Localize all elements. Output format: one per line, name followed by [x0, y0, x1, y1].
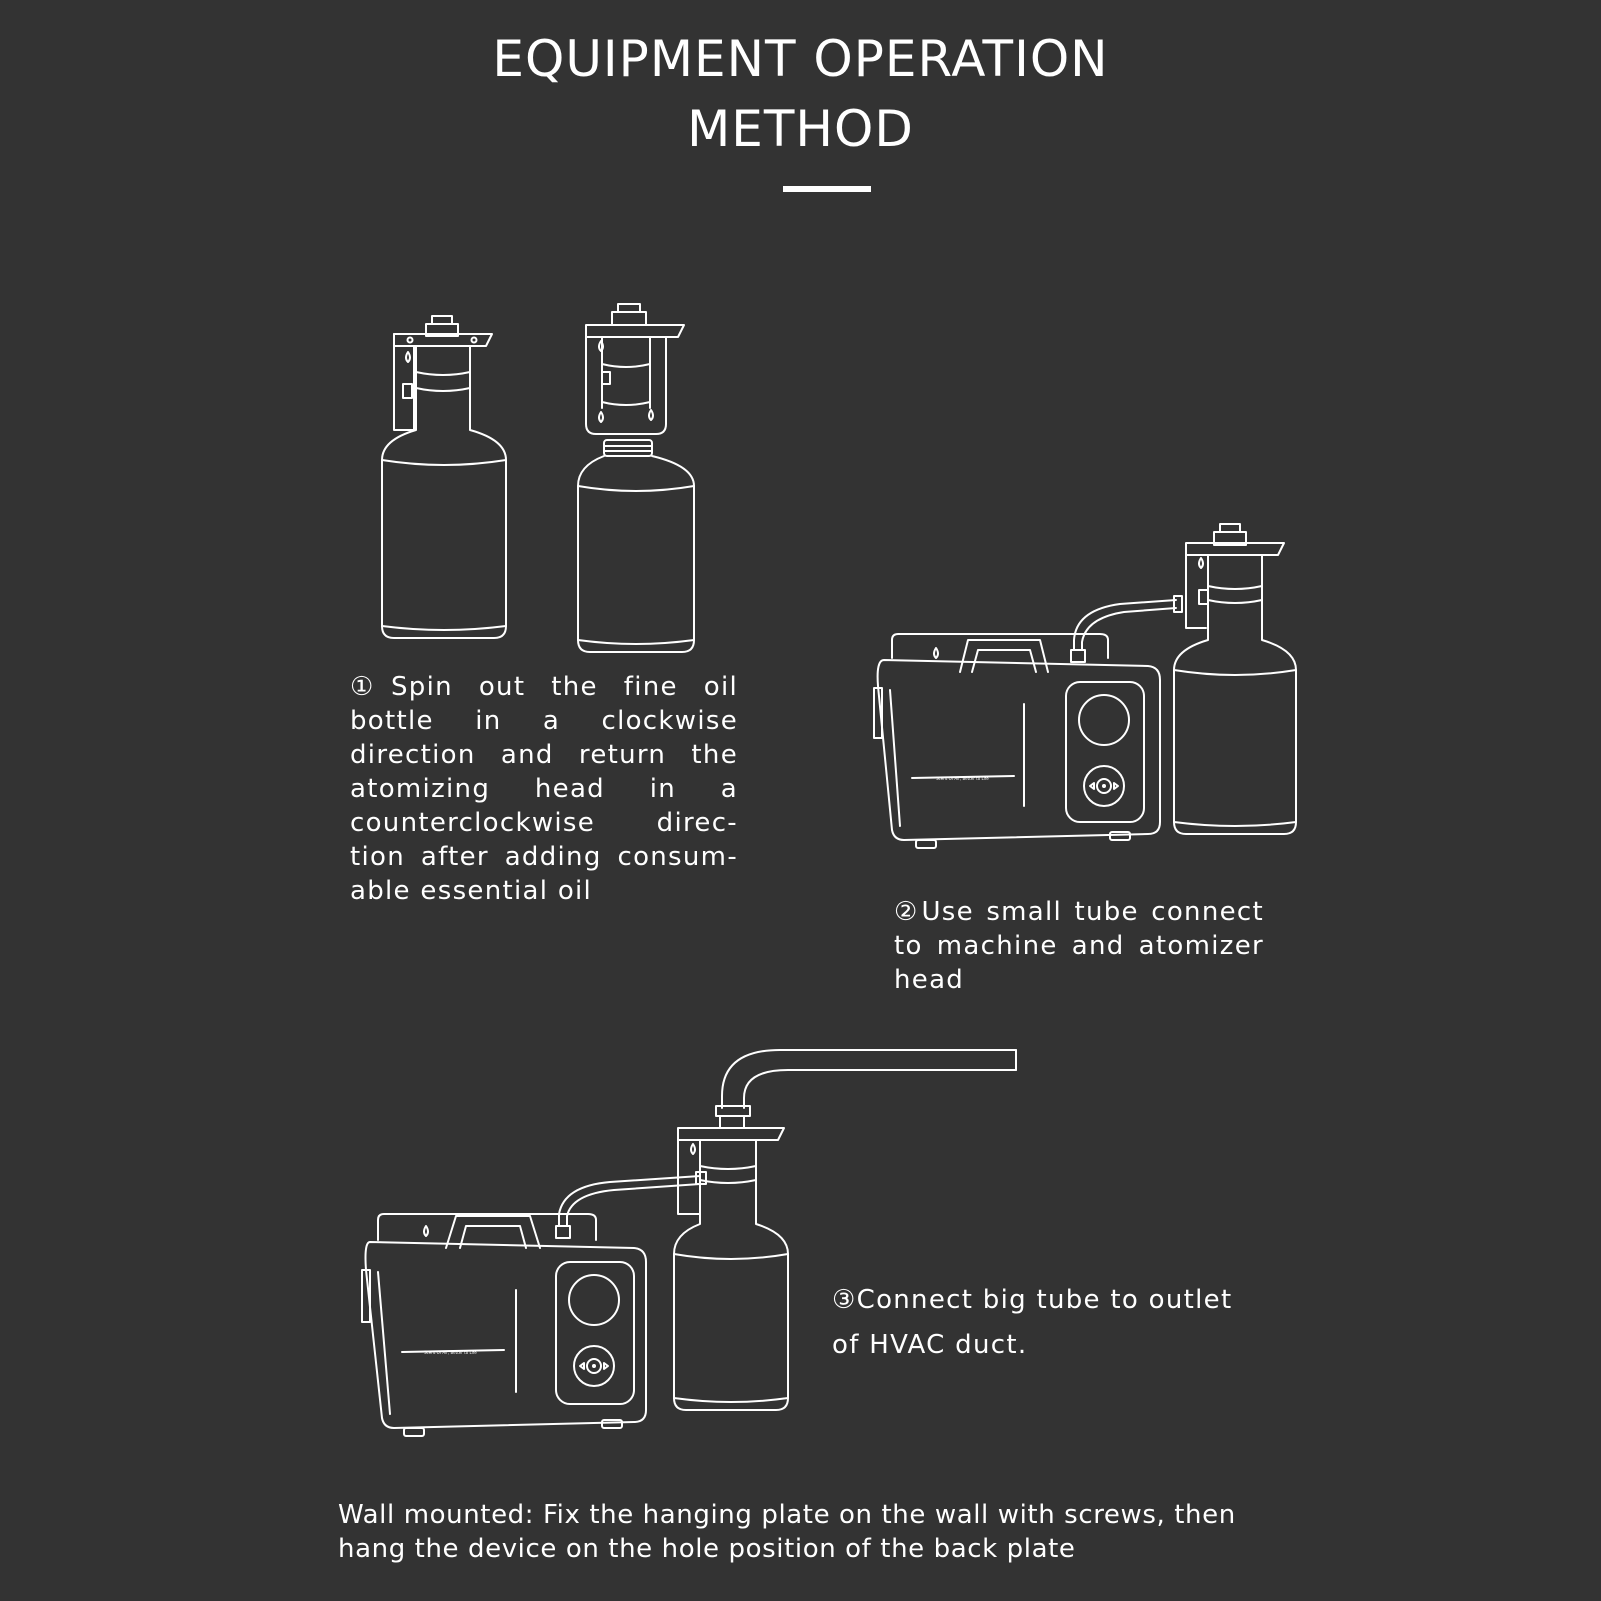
wall-mount-note: Wall mounted: Fix the hanging plate on the wall with screws, then hang the device on the hole position of the back plate — [338, 1500, 1236, 1564]
diffuser-machine-icon-2 — [362, 1214, 646, 1436]
oil-bottle-assembled-icon — [382, 316, 506, 638]
step-1-text: ①Spin out the fine oil bottle in a clockwise direction and return the atomizing head in a counterclockwise direc-tion after adding consum-able essential oil — [350, 672, 738, 906]
oil-bottle-assembled-icon-2 — [1174, 524, 1296, 834]
oil-bottle-icon — [578, 440, 694, 652]
step-2-text: ②Use small tube connect to machine and atomizer head — [894, 897, 1264, 995]
oil-bottle-assembled-icon-3 — [674, 1116, 788, 1410]
device-label-2: Scent Of Air, Better to Life — [424, 1350, 477, 1355]
wall-bracket-icon — [586, 304, 684, 434]
page-title-line2: METHOD — [687, 100, 914, 158]
step-3-text: ③Connect big tube to outlet of HVAC duct. — [832, 1285, 1233, 1360]
page-title-line1: EQUIPMENT OPERATION — [492, 30, 1109, 88]
device-label: Scent Of Air, Better to Life — [936, 776, 989, 781]
diffuser-machine-icon — [874, 634, 1160, 848]
tube-icon — [1071, 596, 1182, 662]
big-tube-icon — [716, 1050, 1016, 1116]
